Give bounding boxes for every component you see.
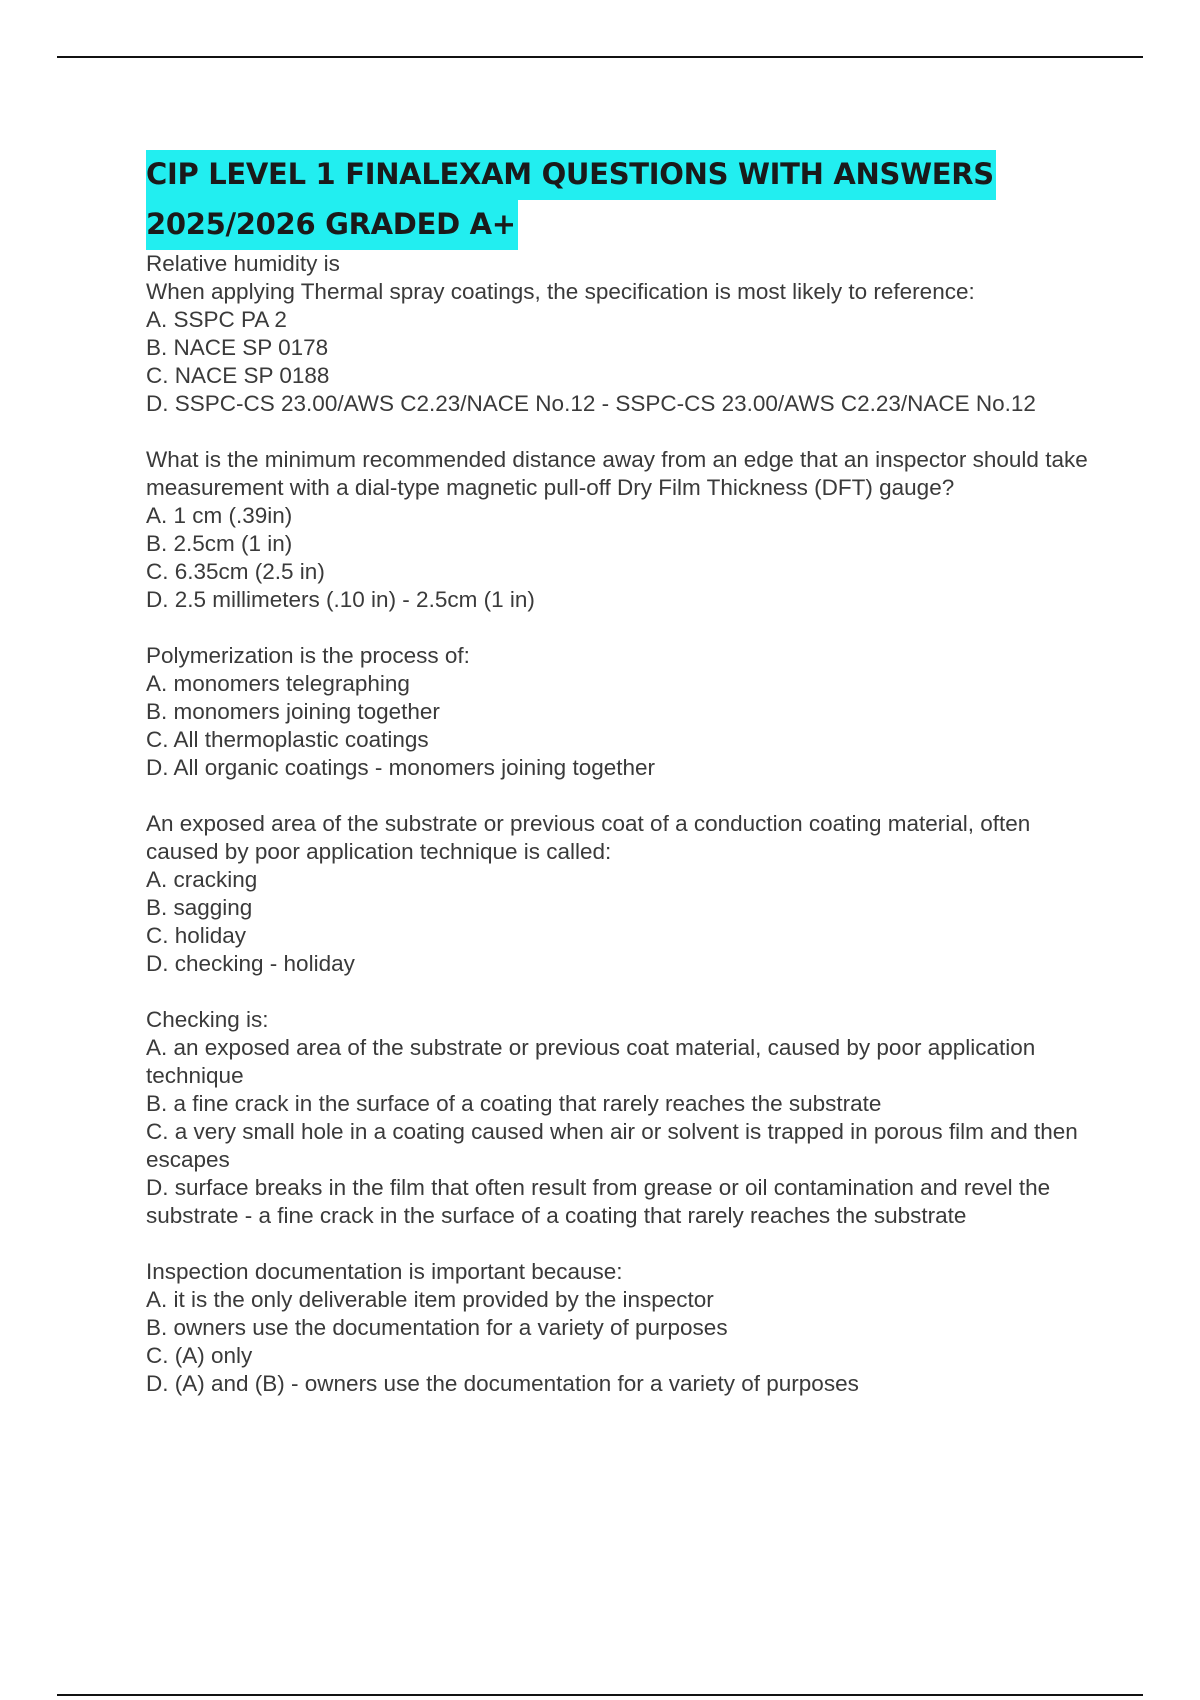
question-text: An exposed area of the substrate or previous coat of a conduction coating material, often caused by poor application technique is called: [146,811,1031,864]
option-d: D. All organic coatings - monomers joining together [146,755,656,780]
option-c: C. All thermoplastic coatings [146,727,429,752]
option-d: D. surface breaks in the film that often result from grease or oil contamination and revel the substrate - a fine crack in the surface of a coating that rarely reaches the substrate [146,1175,1051,1228]
footer-rule [57,1694,1143,1696]
option-b: B. monomers joining together [146,699,440,724]
question-text: Polymerization is the process of: [146,643,470,668]
title-line-1: CIP LEVEL 1 FINALEXAM QUESTIONS WITH ANSWERS [146,150,996,200]
question-text: What is the minimum recommended distance away from an edge that an inspector should take measurement with a dial-type magnetic pull-off Dry Film Thickness (DFT) gauge? [146,447,1088,500]
option-a: A. monomers telegraphing [146,671,410,696]
question-block-6 [146,1258,1106,1398]
option-d: D. SSPC-CS 23.00/AWS C2.23/NACE No.12 - SSPC-CS 23.00/AWS C2.23/NACE No.12 [146,391,1036,416]
option-a: A. cracking [146,867,258,892]
question-text: Inspection documentation is important because: [146,1259,623,1284]
option-a: A. it is the only deliverable item provided by the inspector [146,1287,714,1312]
option-c: C. a very small hole in a coating caused when air or solvent is trapped in porous film and then escapes [146,1119,1078,1172]
option-c: C. NACE SP 0188 [146,363,330,388]
intro-line: Relative humidity is [146,251,340,276]
option-c: C. holiday [146,923,247,948]
option-a: A. an exposed area of the substrate or previous coat material, caused by poor application technique [146,1035,1036,1088]
option-c: C. 6.35cm (2.5 in) [146,559,325,584]
question-block-3 [146,642,1106,782]
option-b: B. NACE SP 0178 [146,335,329,360]
question-block-2 [146,446,1106,614]
option-d: D. checking - holiday [146,951,355,976]
title-line-2: 2025/2026 GRADED A+ [146,200,518,250]
question-block-1 [146,278,1106,418]
question-text: Checking is: [146,1007,269,1032]
option-c: C. (A) only [146,1343,253,1368]
option-b: B. a fine crack in the surface of a coating that rarely reaches the substrate [146,1091,882,1116]
option-a: A. 1 cm (.39in) [146,503,293,528]
option-b: B. sagging [146,895,253,920]
option-d: D. (A) and (B) - owners use the documentation for a variety of purposes [146,1371,859,1396]
document-body [146,150,1106,1398]
option-a: A. SSPC PA 2 [146,307,287,332]
option-b: B. 2.5cm (1 in) [146,531,293,556]
question-text: When applying Thermal spray coatings, the specification is most likely to reference: [146,279,975,304]
header-rule [57,56,1143,58]
question-block-4 [146,810,1106,978]
document-title [146,150,1106,250]
option-d: D. 2.5 millimeters (.10 in) - 2.5cm (1 in) [146,587,535,612]
question-block-5 [146,1006,1106,1230]
option-b: B. owners use the documentation for a variety of purposes [146,1315,728,1340]
